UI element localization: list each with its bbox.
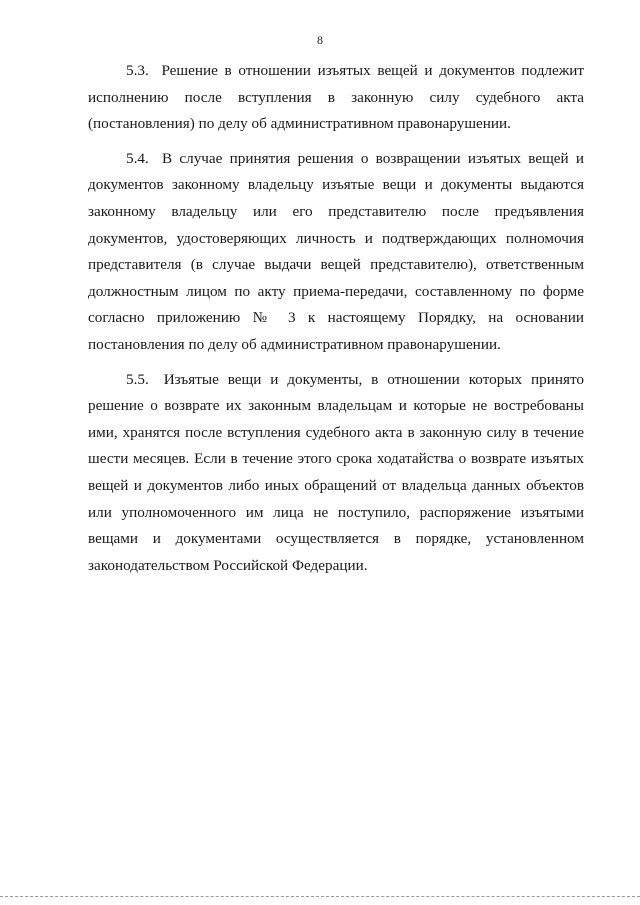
paragraph-number: 5.4. [126, 149, 149, 167]
paragraph-text: В случае принятия решения о возвращении изъятых вещей и документов законному владельцу изъятые вещи и документы выдаются законному владельцу или его представителю после предъявления документов, удостоверяющих личность и подтверждающих полномочия представителя (в случае выдачи вещей представителю), ответственным должностным лицом по акту приема-передачи, составленному по форме согласно приложению № 3 к настоящему Порядку, на основании постановления по делу об административном правонарушении. [88, 149, 584, 353]
scan-bottom-edge [0, 896, 640, 897]
paragraph-5-4 [88, 146, 584, 359]
page-number: 8 [317, 33, 323, 47]
paragraph-number: 5.5. [126, 370, 149, 388]
paragraph-5-3 [88, 58, 584, 138]
paragraph-text: Решение в отношении изъятых вещей и документов подлежит исполнению после вступления в законную силу судебного акта (постановления) по делу об административном правонарушении. [88, 62, 584, 133]
paragraph-5-5 [88, 367, 584, 580]
paragraph-text: Изъятые вещи и документы, в отношении которых принято решение о возврате их законным владельцам и которые не востребованы ими, хранятся после вступления судебного акта в законную силу в течение шести месяцев. Если в течение этого срока ходатайства о возврате изъятых вещей и документов либо иных обращений от владельца данных объектов или уполномоченного им лица не поступило, распоряжение изъятыми вещами и документами осуществляется в порядке, установленном законодательством Российской Федерации. [88, 370, 585, 574]
document-body [88, 58, 584, 587]
paragraph-number: 5.3. [126, 62, 149, 79]
